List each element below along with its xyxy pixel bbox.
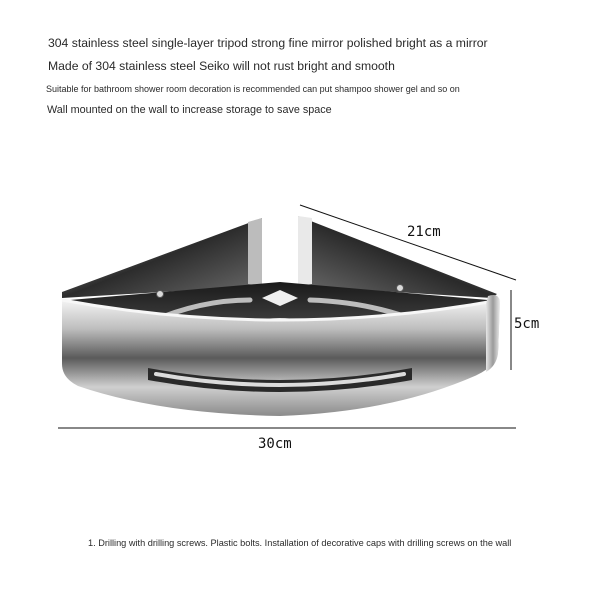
- depth-dimension-label: 21cm: [407, 224, 441, 240]
- left-back-plate: [62, 218, 262, 298]
- feature-text-1: 304 stainless steel single-layer tripod strong fine mirror polished bright as a mirror: [48, 36, 488, 50]
- feature-text-3: Suitable for bathroom shower room decoration is recommended can put shampoo shower gel and so on: [46, 84, 460, 94]
- feature-text-2: Made of 304 stainless steel Seiko will not rust bright and smooth: [48, 59, 395, 73]
- installation-note: 1. Drilling with drilling screws. Plastic bolts. Installation of decorative caps with drilling screws on the wall: [88, 538, 512, 548]
- height-dimension-label: 5cm: [514, 316, 540, 332]
- width-dimension-label: 30cm: [258, 436, 292, 452]
- feature-text-4: Wall mounted on the wall to increase storage to save space: [47, 104, 332, 116]
